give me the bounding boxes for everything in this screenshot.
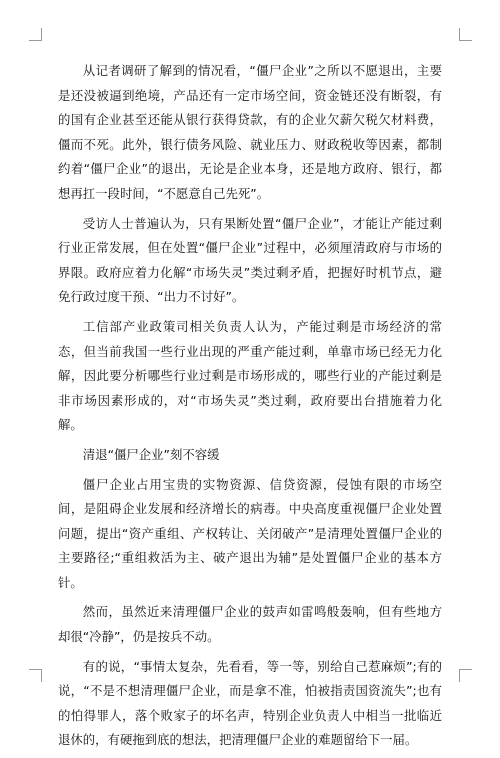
paragraph-4: 僵尸企业占用宝贵的实物资源、信贷资源，侵蚀有限的市场空间，是阻碍企业发展和经济增长的病毒。中央高度重视僵尸企业处置问题，提出“资产重组、产权转让、关闭破产”是清理处置僵尸企业的主要路径;“重组救活为主、破产退出为辅”是处置僵尸企业的基本方针。 — [58, 476, 442, 590]
crop-mark-bottom-left — [29, 669, 42, 682]
paragraph-2: 受访人士普遍认为，只有果断处置“僵尸企业”，才能让产能过剩行业正常发展，但在处置“僵尸企业”过程中，必须厘清政府与市场的界限。政府应着力化解“市场失灵”类过剩矛盾，把握好时机节点，避免行政过度干预、“出力不讨好”。 — [58, 215, 442, 305]
paragraph-3: 工信部产业政策司相关负责人认为，产能过剩是市场经济的常态，但当前我国一些行业出现的严重产能过剩，单靠市场已经无力化解，因此要分析哪些行业过剩是市场形成的，哪些行业的产能过剩是非市场因素形成的，对“市场失灵”类过剩，政府要出台措施着力化解。 — [58, 318, 442, 433]
section-heading: 清退“僵尸企业”刻不容缓 — [82, 446, 220, 462]
paragraph-1: 从记者调研了解到的情况看，“僵尸企业”之所以不愿退出，主要是还没被逼到绝境，产品还有一定市场空间，资金链还没有断裂，有的国有企业甚至还能从银行获得贷款，有的企业欠薪欠税欠材料费，僵而不死。此外，银行债务风险、就业压力、财政税收等因素，都制约着“僵尸企业”的退出，无论是企业本身，还是地方政府、银行，都想再扛一段时间，“不愿意自己先死”。 — [58, 63, 442, 201]
document-body — [58, 59, 442, 758]
paragraph-6: 有的说，“事情太复杂，先看看，等一等，别给自己惹麻烦”;有的说，“不是不想清理僵尸企业，而是拿不准，怕被指责国资流失”;也有的怕得罪人，落个败家子的坏名声，特别企业负责人中相当一批临近退休的，有硬拖到底的想法，把清理僵尸企业的难题留给下一届。 — [58, 658, 442, 748]
crop-mark-top-right — [459, 28, 472, 41]
paragraph-5: 然而，虽然近来清理僵尸企业的鼓声如雷鸣般轰响，但有些地方却很“冷静”，仍是按兵不动。 — [58, 604, 442, 645]
crop-mark-top-left — [29, 28, 42, 41]
crop-mark-bottom-right — [459, 669, 472, 682]
